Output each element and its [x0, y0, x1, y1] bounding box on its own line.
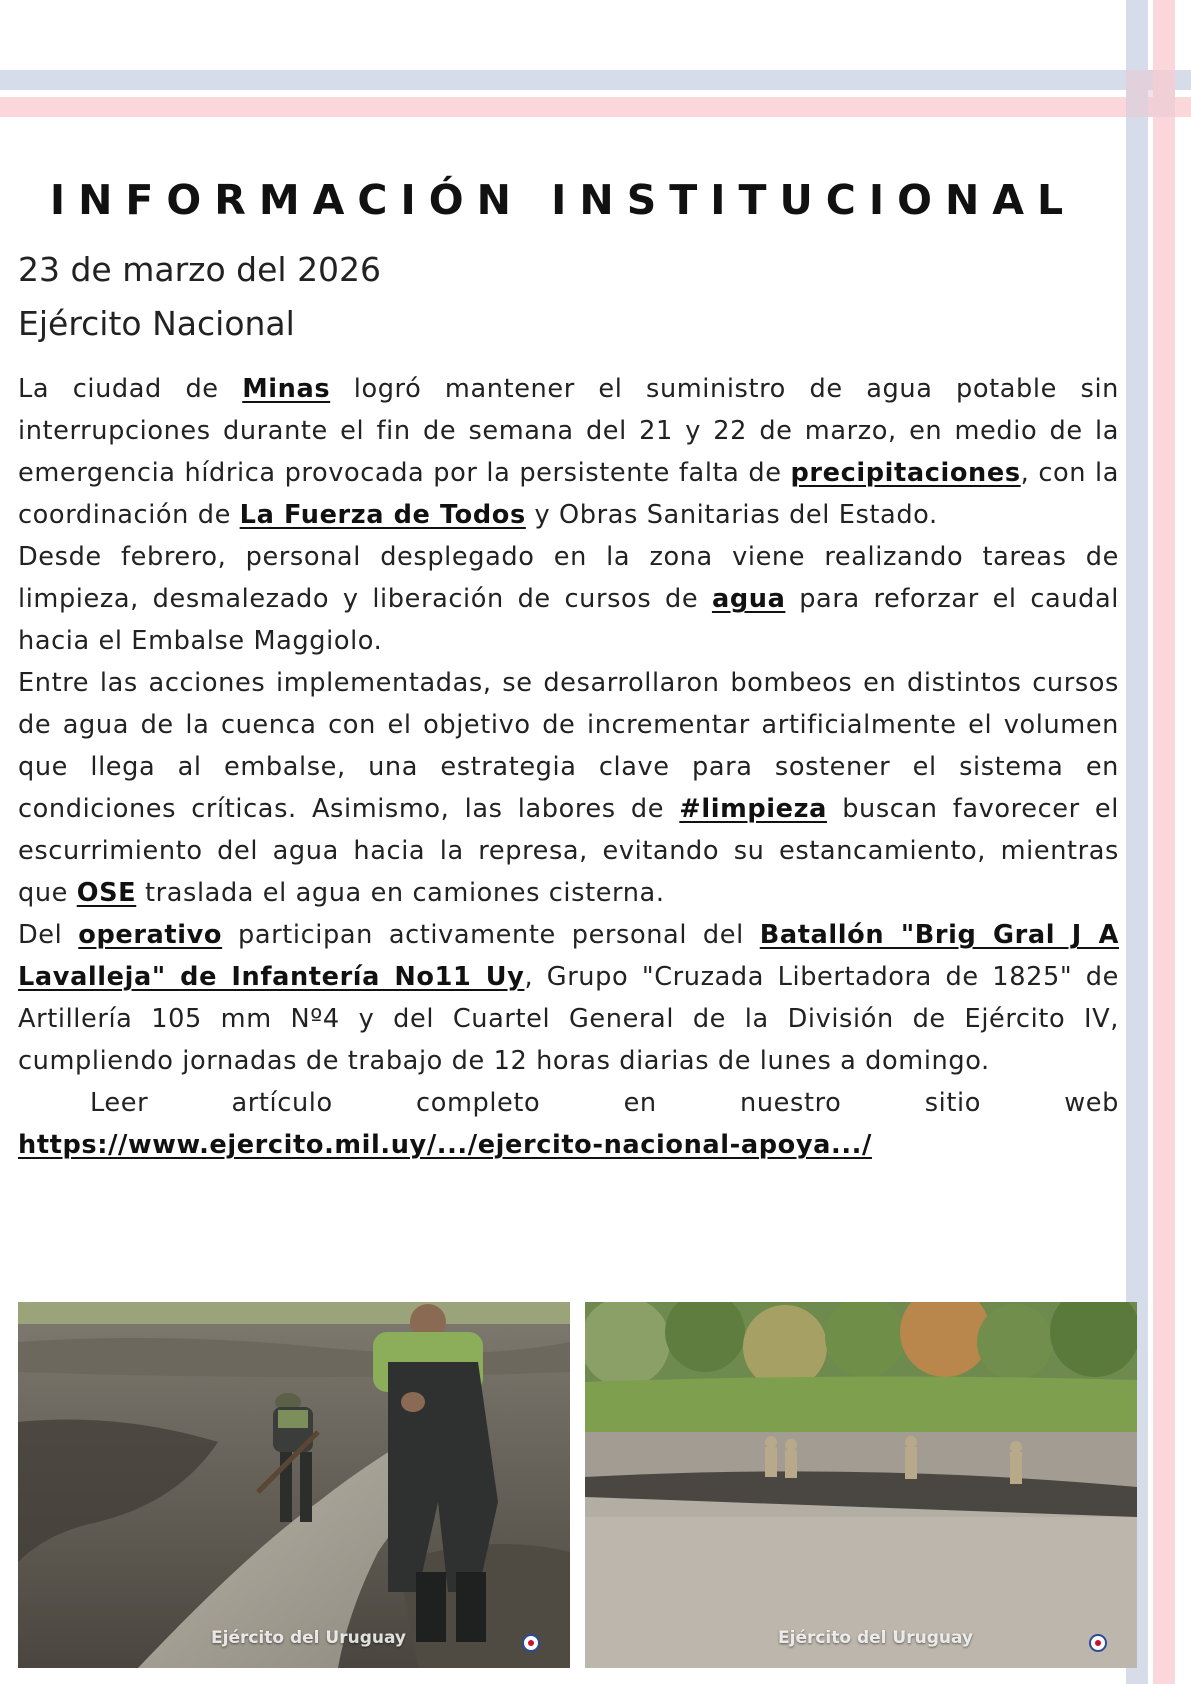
- text-span: participan activamente personal del: [222, 920, 760, 950]
- article-body: [18, 368, 1119, 1166]
- paragraph-4: [18, 914, 1119, 1082]
- paragraph-2: [18, 536, 1119, 662]
- page-title: INFORMACIÓN INSTITUCIONAL: [49, 176, 1077, 224]
- text-span: para reforzar el caudal hacia el Embalse Maggiolo.: [18, 584, 1119, 656]
- hashtag-limpieza-link[interactable]: #limpieza: [679, 794, 827, 824]
- paragraph-3: [18, 662, 1119, 914]
- read-more-text: Leer artículo completo en nuestro sitio web: [90, 1088, 1119, 1118]
- text-span: buscan favorecer el escurrimiento del agua hacia la represa, evitando su estancamiento, mientras que: [18, 794, 1119, 908]
- text-span: y Obras Sanitarias del Estado.: [525, 500, 938, 530]
- text-span: logró mantener el suministro de agua potable sin interrupciones durante el fin de semana del 21 y 22 de marzo, en medio de la emergencia hídrica provocada por la persistente falta de: [18, 374, 1119, 488]
- text-span: traslada el agua en camiones cisterna.: [136, 878, 665, 908]
- text-span: Del: [18, 920, 79, 950]
- hashtag-minas-link[interactable]: Minas: [242, 374, 331, 404]
- reservoir-bed-illustration: [585, 1302, 1137, 1668]
- stripe-intersection: [1126, 70, 1175, 117]
- army-seal-icon: [1089, 1634, 1107, 1652]
- batallon-link[interactable]: Batallón "Brig Gral J A Lavalleja" de Infantería No11 Uy: [18, 920, 1119, 992]
- hashtag-operativo-link[interactable]: operativo: [78, 920, 223, 950]
- photo-watermark: Ejército del Uruguay: [211, 1628, 407, 1648]
- text-span: , con la coordinación de: [18, 458, 1119, 530]
- article-url-link[interactable]: https://www.ejercito.mil.uy/.../ejercito-nacional-apoya.../: [18, 1130, 872, 1160]
- text-span: Desde febrero, personal desplegado en la zona viene realizando tareas de limpieza, desmalezado y liberación de cursos de: [18, 542, 1119, 614]
- paragraph-1: [18, 368, 1119, 536]
- hashtag-la-fuerza-de-todos-link[interactable]: La Fuerza de Todos: [239, 500, 526, 530]
- army-seal-icon: [522, 1634, 540, 1652]
- hashtag-precipitaciones-link[interactable]: precipitaciones: [790, 458, 1021, 488]
- header-stripe-blue: [0, 70, 1191, 90]
- text-span: La ciudad de: [18, 374, 243, 404]
- photo-watermark: Ejército del Uruguay: [778, 1628, 974, 1648]
- publication-date: 23 de marzo del 2026: [18, 250, 382, 289]
- text-span: , Grupo "Cruzada Libertadora de 1825" de Artillería 105 mm Nº4 y del Cuartel General de la División de Ejército IV, cumpliendo jornadas de trabajo de 12 horas diarias de lunes a domingo.: [18, 962, 1119, 1076]
- hashtag-ose-link[interactable]: OSE: [76, 878, 137, 908]
- side-stripe-pink: [1153, 0, 1175, 1684]
- header-stripe-pink: [0, 97, 1191, 117]
- photo-stream-cleaning: [18, 1302, 570, 1668]
- publication-source: Ejército Nacional: [18, 304, 295, 343]
- stream-cleaning-illustration: [18, 1302, 570, 1668]
- article-url-line: [18, 1124, 1119, 1166]
- hashtag-agua-link[interactable]: agua: [711, 584, 786, 614]
- photo-reservoir-bed: [585, 1302, 1137, 1668]
- text-span: Entre las acciones implementadas, se desarrollaron bombeos en distintos cursos de agua de la cuenca con el objetivo de incrementar artificialmente el volumen que llega al embalse, una estrategia clave para sostener el sistema en condiciones críticas. Asimismo, las labores de: [18, 668, 1119, 824]
